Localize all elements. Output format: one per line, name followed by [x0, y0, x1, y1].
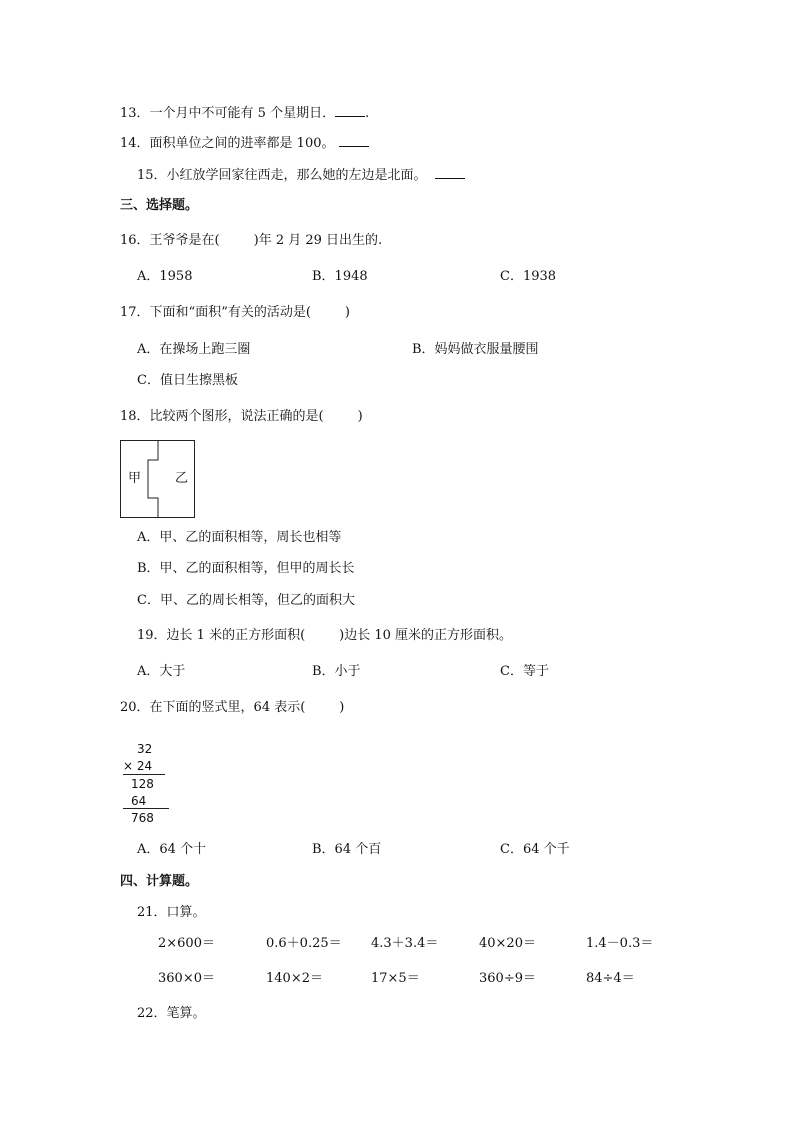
question-16-stem-a: 16．王爷爷是在(: [120, 233, 220, 248]
oral-calc-1-3: 4.3＋3.4＝: [371, 936, 439, 951]
section-title-choice: 三、选择题。: [120, 198, 199, 213]
question-19-stem-b: )边长 10 厘米的正方形面积。: [339, 628, 513, 643]
question-17-stem-b: ): [344, 305, 350, 320]
oral-calc-1-4: 40×20＝: [479, 936, 536, 951]
question-14-text: 14．面积单位之间的进率都是 100。: [120, 136, 335, 151]
q19-option-a[interactable]: A．大于: [137, 664, 186, 679]
q19-option-b[interactable]: B．小于: [312, 664, 361, 679]
question-13-end: .: [365, 106, 370, 121]
q20-option-a[interactable]: A．64 个十: [137, 842, 207, 857]
oral-calc-2-2: 140×2＝: [266, 971, 323, 986]
question-13: [120, 104, 369, 123]
question-13-text: 13．一个月中不可能有 5 个星期日．: [120, 106, 336, 121]
question-17: [120, 304, 350, 322]
question-18: [120, 408, 363, 426]
q16-option-c[interactable]: C．1938: [500, 269, 557, 284]
question-20: [120, 699, 344, 717]
question-15: [137, 166, 465, 185]
q17-option-a[interactable]: A．在操场上跑三圈: [137, 342, 251, 357]
q16-option-a[interactable]: A．1958: [137, 269, 193, 284]
oral-calc-1-2: 0.6＋0.25＝: [266, 936, 342, 951]
question-15-text: 15．小红放学回家往西走，那么她的左边是北面。: [137, 168, 427, 183]
q18-option-c[interactable]: C．甲、乙的周长相等，但乙的面积大: [137, 593, 355, 608]
q18-option-a[interactable]: A．甲、乙的面积相等，周长也相等: [137, 530, 342, 545]
question-16: [120, 232, 382, 250]
oral-calc-2-3: 17×5＝: [371, 971, 420, 986]
oral-calc-2-1: 360×0＝: [158, 971, 215, 986]
q20-option-b[interactable]: B．64 个百: [312, 842, 382, 857]
oral-calc-1-5: 1.4－0.3＝: [586, 936, 654, 951]
question-21: 21．口算。: [137, 905, 206, 920]
shape-figure: [120, 440, 195, 518]
calc-line-5: 768: [131, 811, 154, 825]
q19-option-c[interactable]: C．等于: [500, 664, 549, 679]
question-20-stem-b: ): [339, 700, 345, 715]
question-16-stem-b: )年 2 月 29 日出生的.: [253, 233, 383, 248]
calc-line-4: 64: [131, 794, 147, 808]
answer-blank-13[interactable]: [335, 104, 365, 117]
question-18-stem-b: ): [357, 409, 363, 424]
shape-label-yi: 乙: [175, 471, 189, 486]
calc-line-1: 32: [137, 742, 153, 756]
question-17-stem-a: 17．下面和“面积”有关的活动是(: [120, 305, 311, 320]
question-19-stem-a: 19．边长 1 米的正方形面积(: [137, 628, 306, 643]
q20-option-c[interactable]: C．64 个千: [500, 842, 570, 857]
oral-calc-2-5: 84÷4＝: [586, 971, 635, 986]
oral-calc-2-4: 360÷9＝: [479, 971, 536, 986]
question-20-stem-a: 20．在下面的竖式里，64 表示(: [120, 700, 306, 715]
calc-line-2: × 24: [123, 759, 153, 773]
oral-calc-1-1: 2×600＝: [158, 936, 215, 951]
calc-line-3: 128: [131, 777, 154, 791]
section-title-calculation: 四、计算题。: [120, 874, 199, 889]
question-22: 22．笔算。: [137, 1006, 206, 1021]
q17-option-b[interactable]: B．妈妈做衣服量腰围: [412, 342, 539, 357]
answer-blank-15[interactable]: [435, 166, 465, 179]
question-18-stem-a: 18．比较两个图形，说法正确的是(: [120, 409, 324, 424]
q16-option-b[interactable]: B．1948: [312, 269, 368, 284]
q18-option-b[interactable]: B．甲、乙的面积相等，但甲的周长长: [137, 561, 355, 576]
answer-blank-14[interactable]: [339, 134, 369, 147]
q17-option-c[interactable]: C．值日生擦黑板: [137, 373, 238, 388]
question-14: [120, 134, 369, 153]
question-19: [137, 627, 512, 645]
shape-label-jia: 甲: [128, 471, 142, 486]
